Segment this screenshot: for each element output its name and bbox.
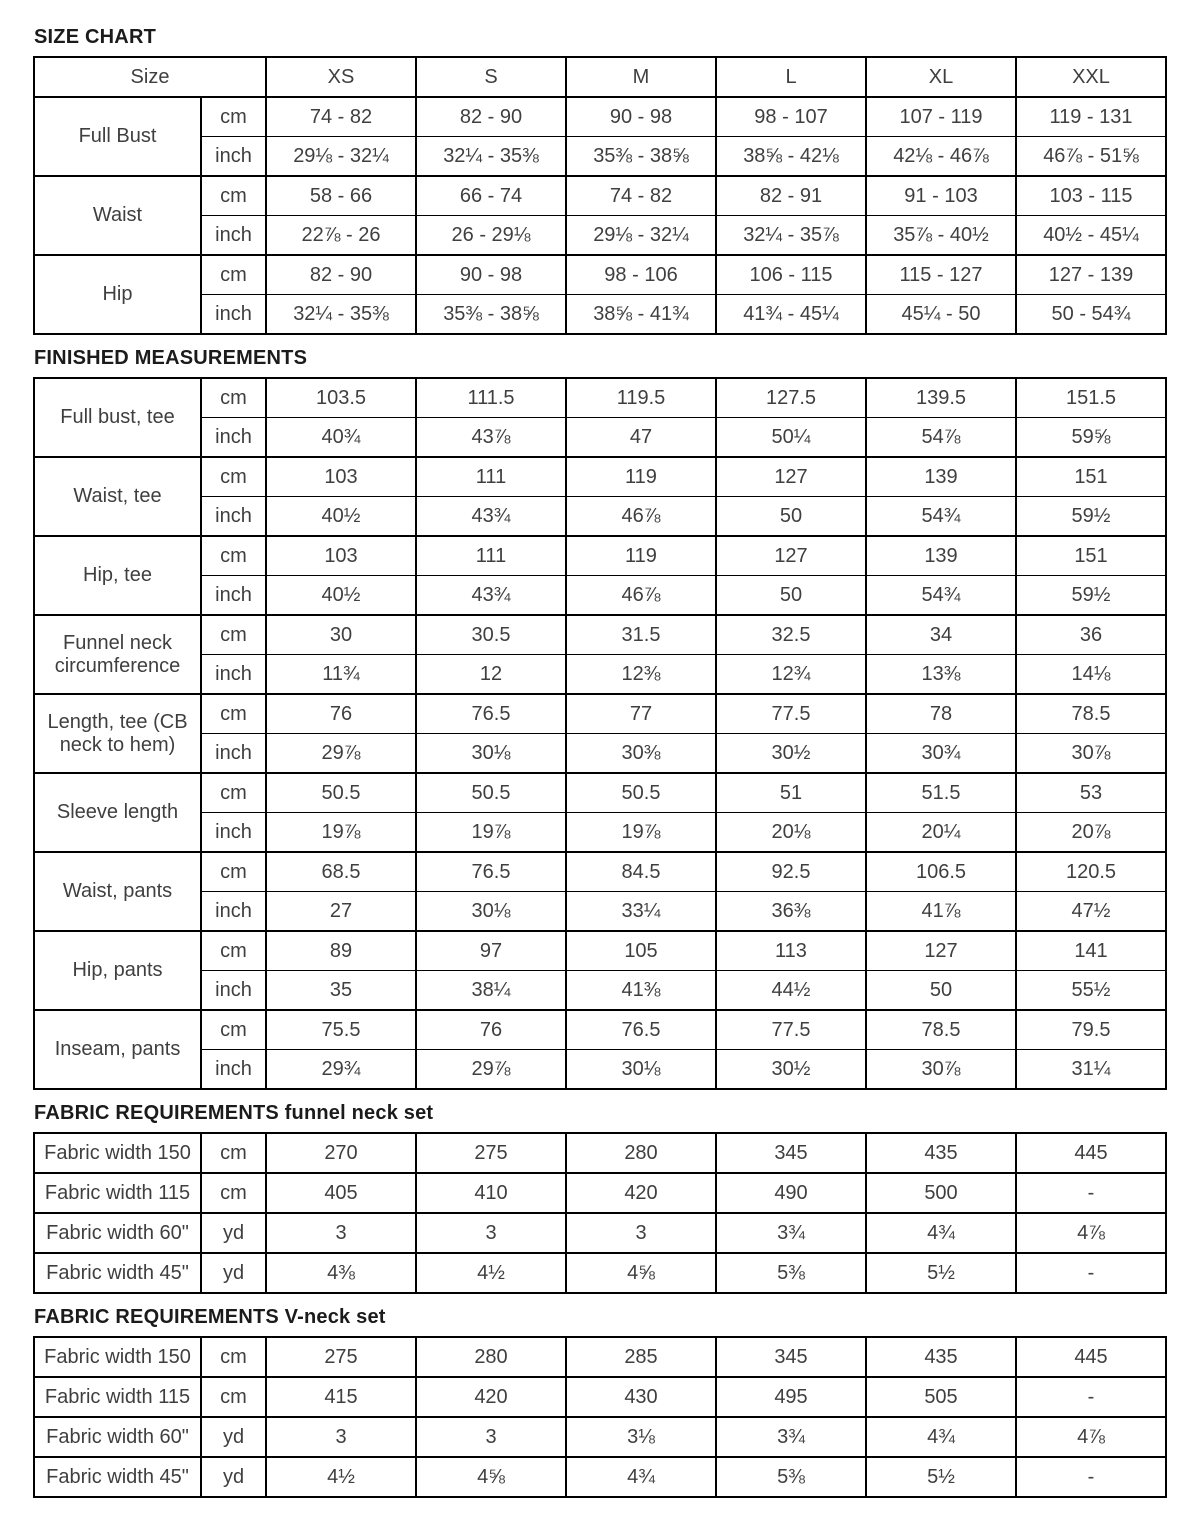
fabric-width-label: Fabric width 150: [34, 1133, 201, 1173]
finished-measurements-table: [33, 377, 1167, 1090]
value-cell: 53: [1016, 773, 1166, 813]
value-cell: 40½ - 45¼: [1016, 216, 1166, 256]
value-cell: 115 - 127: [866, 255, 1016, 295]
section-title-size-chart: SIZE CHART: [34, 26, 156, 48]
table-row: [34, 1457, 1166, 1497]
unit-cell: cm: [201, 1133, 266, 1173]
value-cell: 3⅛: [566, 1417, 716, 1457]
value-cell: 68.5: [266, 852, 416, 892]
value-cell: 103 - 115: [1016, 176, 1166, 216]
value-cell: 43⅞: [416, 418, 566, 458]
unit-cell: cm: [201, 694, 266, 734]
section-finished-measurements: [33, 347, 1167, 1090]
unit-cell: inch: [201, 892, 266, 932]
value-cell: 139: [866, 536, 1016, 576]
fabric-requirements-funnel-neck-table: [33, 1132, 1167, 1294]
unit-cell: inch: [201, 418, 266, 458]
value-cell: 111.5: [416, 378, 566, 418]
value-cell: 420: [566, 1173, 716, 1213]
value-cell: 50: [716, 576, 866, 616]
value-cell: 29⅛ - 32¼: [266, 137, 416, 177]
value-cell: 46⅞: [566, 576, 716, 616]
value-cell: 103: [266, 536, 416, 576]
value-cell: 26 - 29⅛: [416, 216, 566, 256]
value-cell: 103: [266, 457, 416, 497]
table-row: [34, 176, 1166, 216]
value-cell: 34: [866, 615, 1016, 655]
value-cell: 111: [416, 536, 566, 576]
value-cell: 20⅛: [716, 813, 866, 853]
value-cell: 43¾: [416, 576, 566, 616]
size-column-header: XS: [266, 57, 416, 97]
value-cell: 5⅜: [716, 1457, 866, 1497]
value-cell: 500: [866, 1173, 1016, 1213]
value-cell: 5⅜: [716, 1253, 866, 1293]
value-cell: 106 - 115: [716, 255, 866, 295]
value-cell: 41⅜: [566, 971, 716, 1011]
value-cell: 3¾: [716, 1417, 866, 1457]
value-cell: 127: [716, 457, 866, 497]
value-cell: 58 - 66: [266, 176, 416, 216]
value-cell: 27: [266, 892, 416, 932]
value-cell: -: [1016, 1377, 1166, 1417]
unit-cell: inch: [201, 813, 266, 853]
value-cell: 35⅞ - 40½: [866, 216, 1016, 256]
value-cell: 31.5: [566, 615, 716, 655]
value-cell: 11¾: [266, 655, 416, 695]
value-cell: 151: [1016, 457, 1166, 497]
unit-cell: inch: [201, 734, 266, 774]
value-cell: 4½: [416, 1253, 566, 1293]
value-cell: 4¾: [866, 1213, 1016, 1253]
measurement-label: Waist, pants: [34, 852, 201, 931]
value-cell: 120.5: [1016, 852, 1166, 892]
value-cell: -: [1016, 1457, 1166, 1497]
table-row: [34, 536, 1166, 576]
value-cell: 430: [566, 1377, 716, 1417]
value-cell: 30½: [716, 734, 866, 774]
table-row: [34, 497, 1166, 537]
value-cell: 139: [866, 457, 1016, 497]
table-row: [34, 97, 1166, 137]
table-row: [34, 1337, 1166, 1377]
measurement-label: Funnel neck circumference: [34, 615, 201, 694]
value-cell: 280: [416, 1337, 566, 1377]
value-cell: 50¼: [716, 418, 866, 458]
value-cell: 54⅞: [866, 418, 1016, 458]
value-cell: 420: [416, 1377, 566, 1417]
value-cell: 92.5: [716, 852, 866, 892]
fabric-width-label: Fabric width 60": [34, 1417, 201, 1457]
value-cell: 139.5: [866, 378, 1016, 418]
value-cell: 78.5: [1016, 694, 1166, 734]
table-row: [34, 813, 1166, 853]
value-cell: 78.5: [866, 1010, 1016, 1050]
unit-cell: inch: [201, 216, 266, 256]
value-cell: 151: [1016, 536, 1166, 576]
value-cell: 30⅜: [566, 734, 716, 774]
measurement-label: Hip, tee: [34, 536, 201, 615]
value-cell: 119 - 131: [1016, 97, 1166, 137]
value-cell: 119: [566, 536, 716, 576]
table-row: [34, 1213, 1166, 1253]
value-cell: 55½: [1016, 971, 1166, 1011]
value-cell: 111: [416, 457, 566, 497]
value-cell: 74 - 82: [566, 176, 716, 216]
value-cell: 3: [416, 1417, 566, 1457]
value-cell: 345: [716, 1133, 866, 1173]
value-cell: 54¾: [866, 497, 1016, 537]
value-cell: 47: [566, 418, 716, 458]
fabric-width-label: Fabric width 45": [34, 1253, 201, 1293]
table-row: [34, 378, 1166, 418]
value-cell: 435: [866, 1133, 1016, 1173]
table-row: [34, 655, 1166, 695]
value-cell: 4⅝: [416, 1457, 566, 1497]
section-title-fabric-vneck: FABRIC REQUIREMENTS V-neck set: [34, 1306, 386, 1328]
table-row: [34, 1253, 1166, 1293]
value-cell: 41¾ - 45¼: [716, 295, 866, 335]
value-cell: 98 - 107: [716, 97, 866, 137]
value-cell: 270: [266, 1133, 416, 1173]
unit-cell: cm: [201, 255, 266, 295]
value-cell: 3: [266, 1417, 416, 1457]
value-cell: 29⅞: [416, 1050, 566, 1090]
value-cell: 77.5: [716, 694, 866, 734]
value-cell: 31¼: [1016, 1050, 1166, 1090]
value-cell: 35⅜ - 38⅝: [416, 295, 566, 335]
unit-cell: cm: [201, 615, 266, 655]
unit-cell: cm: [201, 457, 266, 497]
value-cell: 42⅛ - 46⅞: [866, 137, 1016, 177]
value-cell: 113: [716, 931, 866, 971]
value-cell: 4⅜: [266, 1253, 416, 1293]
value-cell: 435: [866, 1337, 1016, 1377]
fabric-width-label: Fabric width 115: [34, 1377, 201, 1417]
value-cell: 119: [566, 457, 716, 497]
measurement-label: Waist: [34, 176, 201, 255]
value-cell: 44½: [716, 971, 866, 1011]
value-cell: 41⅞: [866, 892, 1016, 932]
value-cell: 40½: [266, 497, 416, 537]
value-cell: 13⅜: [866, 655, 1016, 695]
table-row: [34, 694, 1166, 734]
value-cell: 106.5: [866, 852, 1016, 892]
value-cell: 275: [266, 1337, 416, 1377]
value-cell: 275: [416, 1133, 566, 1173]
value-cell: 30⅛: [416, 734, 566, 774]
value-cell: 107 - 119: [866, 97, 1016, 137]
table-row: [34, 216, 1166, 256]
value-cell: 151.5: [1016, 378, 1166, 418]
value-cell: 3: [266, 1213, 416, 1253]
value-cell: 5½: [866, 1457, 1016, 1497]
value-cell: 77: [566, 694, 716, 734]
value-cell: 38⅝ - 42⅛: [716, 137, 866, 177]
unit-cell: inch: [201, 1050, 266, 1090]
table-row: [34, 1377, 1166, 1417]
value-cell: 30⅛: [416, 892, 566, 932]
value-cell: 14⅛: [1016, 655, 1166, 695]
size-header-row: [34, 57, 1166, 97]
table-row: [34, 1010, 1166, 1050]
value-cell: 84.5: [566, 852, 716, 892]
table-row: [34, 418, 1166, 458]
measurement-label: Hip: [34, 255, 201, 334]
value-cell: 490: [716, 1173, 866, 1213]
value-cell: 4⅞: [1016, 1213, 1166, 1253]
table-row: [34, 1050, 1166, 1090]
size-chart-table: [33, 56, 1167, 335]
value-cell: 280: [566, 1133, 716, 1173]
value-cell: 90 - 98: [566, 97, 716, 137]
fabric-width-label: Fabric width 150: [34, 1337, 201, 1377]
fabric-width-label: Fabric width 45": [34, 1457, 201, 1497]
value-cell: 82 - 90: [266, 255, 416, 295]
value-cell: 40½: [266, 576, 416, 616]
value-cell: 35: [266, 971, 416, 1011]
measurement-label: Hip, pants: [34, 931, 201, 1010]
unit-cell: inch: [201, 971, 266, 1011]
measurement-label: Waist, tee: [34, 457, 201, 536]
value-cell: 445: [1016, 1337, 1166, 1377]
fabric-width-label: Fabric width 115: [34, 1173, 201, 1213]
value-cell: 54¾: [866, 576, 1016, 616]
fabric-width-label: Fabric width 60": [34, 1213, 201, 1253]
value-cell: 12⅜: [566, 655, 716, 695]
value-cell: 46⅞ - 51⅝: [1016, 137, 1166, 177]
value-cell: 51: [716, 773, 866, 813]
value-cell: 445: [1016, 1133, 1166, 1173]
table-row: [34, 576, 1166, 616]
value-cell: 50.5: [566, 773, 716, 813]
value-cell: 12: [416, 655, 566, 695]
value-cell: 40¾: [266, 418, 416, 458]
value-cell: 415: [266, 1377, 416, 1417]
value-cell: 77.5: [716, 1010, 866, 1050]
value-cell: 127.5: [716, 378, 866, 418]
value-cell: 91 - 103: [866, 176, 1016, 216]
value-cell: 30.5: [416, 615, 566, 655]
value-cell: 76.5: [566, 1010, 716, 1050]
unit-cell: cm: [201, 1377, 266, 1417]
value-cell: 66 - 74: [416, 176, 566, 216]
value-cell: 59⅝: [1016, 418, 1166, 458]
value-cell: 20¼: [866, 813, 1016, 853]
unit-cell: inch: [201, 137, 266, 177]
table-row: [34, 457, 1166, 497]
value-cell: 76.5: [416, 694, 566, 734]
value-cell: 98 - 106: [566, 255, 716, 295]
value-cell: 29⅛ - 32¼: [566, 216, 716, 256]
table-row: [34, 295, 1166, 335]
value-cell: 38⅝ - 41¾: [566, 295, 716, 335]
value-cell: 30⅞: [1016, 734, 1166, 774]
value-cell: 76: [266, 694, 416, 734]
value-cell: 4½: [266, 1457, 416, 1497]
section-title-finished-measurements: FINISHED MEASUREMENTS: [34, 347, 308, 369]
value-cell: 30½: [716, 1050, 866, 1090]
value-cell: 410: [416, 1173, 566, 1213]
value-cell: 30¾: [866, 734, 1016, 774]
value-cell: 36: [1016, 615, 1166, 655]
table-row: [34, 773, 1166, 813]
value-cell: 82 - 90: [416, 97, 566, 137]
unit-cell: inch: [201, 576, 266, 616]
value-cell: 405: [266, 1173, 416, 1213]
size-column-header: S: [416, 57, 566, 97]
measurement-label: Full bust, tee: [34, 378, 201, 457]
value-cell: 19⅞: [266, 813, 416, 853]
value-cell: 29⅞: [266, 734, 416, 774]
value-cell: 19⅞: [416, 813, 566, 853]
value-cell: 22⅞ - 26: [266, 216, 416, 256]
value-cell: 76: [416, 1010, 566, 1050]
value-cell: 50: [716, 497, 866, 537]
table-row: [34, 1417, 1166, 1457]
unit-cell: yd: [201, 1457, 266, 1497]
table-row: [34, 931, 1166, 971]
unit-cell: cm: [201, 1337, 266, 1377]
table-row: [34, 1133, 1166, 1173]
value-cell: 32¼ - 35⅜: [416, 137, 566, 177]
value-cell: 495: [716, 1377, 866, 1417]
measurement-label: Full Bust: [34, 97, 201, 176]
value-cell: 285: [566, 1337, 716, 1377]
value-cell: 50.5: [416, 773, 566, 813]
section-fabric-requirements-v-neck: [33, 1306, 1167, 1498]
value-cell: 30⅞: [866, 1050, 1016, 1090]
size-header-label: Size: [34, 57, 266, 97]
value-cell: -: [1016, 1173, 1166, 1213]
value-cell: 127: [866, 931, 1016, 971]
table-row: [34, 734, 1166, 774]
unit-cell: inch: [201, 655, 266, 695]
table-row: [34, 137, 1166, 177]
value-cell: 3¾: [716, 1213, 866, 1253]
value-cell: 127 - 139: [1016, 255, 1166, 295]
size-column-header: XXL: [1016, 57, 1166, 97]
unit-cell: inch: [201, 497, 266, 537]
value-cell: 32¼ - 35⅜: [266, 295, 416, 335]
value-cell: 50.5: [266, 773, 416, 813]
measurement-label: Sleeve length: [34, 773, 201, 852]
unit-cell: cm: [201, 536, 266, 576]
value-cell: 103.5: [266, 378, 416, 418]
section-size-chart: [33, 26, 1167, 335]
unit-cell: cm: [201, 852, 266, 892]
unit-cell: cm: [201, 97, 266, 137]
value-cell: -: [1016, 1253, 1166, 1293]
value-cell: 75.5: [266, 1010, 416, 1050]
value-cell: 119.5: [566, 378, 716, 418]
unit-cell: cm: [201, 1010, 266, 1050]
value-cell: 4¾: [866, 1417, 1016, 1457]
value-cell: 47½: [1016, 892, 1166, 932]
value-cell: 32.5: [716, 615, 866, 655]
unit-cell: yd: [201, 1213, 266, 1253]
value-cell: 345: [716, 1337, 866, 1377]
value-cell: 59½: [1016, 576, 1166, 616]
value-cell: 51.5: [866, 773, 1016, 813]
table-row: [34, 852, 1166, 892]
value-cell: 50 - 54¾: [1016, 295, 1166, 335]
size-column-header: XL: [866, 57, 1016, 97]
value-cell: 3: [566, 1213, 716, 1253]
size-column-header: M: [566, 57, 716, 97]
unit-cell: cm: [201, 1173, 266, 1213]
value-cell: 30⅛: [566, 1050, 716, 1090]
value-cell: 3: [416, 1213, 566, 1253]
value-cell: 90 - 98: [416, 255, 566, 295]
measurement-label: Length, tee (CB neck to hem): [34, 694, 201, 773]
table-row: [34, 1173, 1166, 1213]
section-fabric-requirements-funnel-neck: [33, 1102, 1167, 1294]
value-cell: 4⅝: [566, 1253, 716, 1293]
section-title-fabric-funnel: FABRIC REQUIREMENTS funnel neck set: [34, 1102, 434, 1124]
value-cell: 105: [566, 931, 716, 971]
value-cell: 29¾: [266, 1050, 416, 1090]
value-cell: 30: [266, 615, 416, 655]
value-cell: 20⅞: [1016, 813, 1166, 853]
size-column-header: L: [716, 57, 866, 97]
value-cell: 4⅞: [1016, 1417, 1166, 1457]
value-cell: 78: [866, 694, 1016, 734]
value-cell: 45¼ - 50: [866, 295, 1016, 335]
measurement-label: Inseam, pants: [34, 1010, 201, 1089]
value-cell: 127: [716, 536, 866, 576]
table-row: [34, 971, 1166, 1011]
value-cell: 76.5: [416, 852, 566, 892]
value-cell: 46⅞: [566, 497, 716, 537]
value-cell: 74 - 82: [266, 97, 416, 137]
table-row: [34, 892, 1166, 932]
value-cell: 89: [266, 931, 416, 971]
unit-cell: yd: [201, 1253, 266, 1293]
value-cell: 12¾: [716, 655, 866, 695]
value-cell: 19⅞: [566, 813, 716, 853]
value-cell: 97: [416, 931, 566, 971]
value-cell: 82 - 91: [716, 176, 866, 216]
unit-cell: cm: [201, 773, 266, 813]
value-cell: 43¾: [416, 497, 566, 537]
value-cell: 32¼ - 35⅞: [716, 216, 866, 256]
value-cell: 4¾: [566, 1457, 716, 1497]
value-cell: 141: [1016, 931, 1166, 971]
value-cell: 79.5: [1016, 1010, 1166, 1050]
unit-cell: cm: [201, 176, 266, 216]
fabric-requirements-v-neck-table: [33, 1336, 1167, 1498]
table-row: [34, 615, 1166, 655]
table-row: [34, 255, 1166, 295]
value-cell: 505: [866, 1377, 1016, 1417]
unit-cell: cm: [201, 378, 266, 418]
unit-cell: yd: [201, 1417, 266, 1457]
value-cell: 33¼: [566, 892, 716, 932]
value-cell: 50: [866, 971, 1016, 1011]
unit-cell: inch: [201, 295, 266, 335]
value-cell: 36⅜: [716, 892, 866, 932]
value-cell: 38¼: [416, 971, 566, 1011]
value-cell: 59½: [1016, 497, 1166, 537]
value-cell: 35⅜ - 38⅝: [566, 137, 716, 177]
value-cell: 5½: [866, 1253, 1016, 1293]
unit-cell: cm: [201, 931, 266, 971]
